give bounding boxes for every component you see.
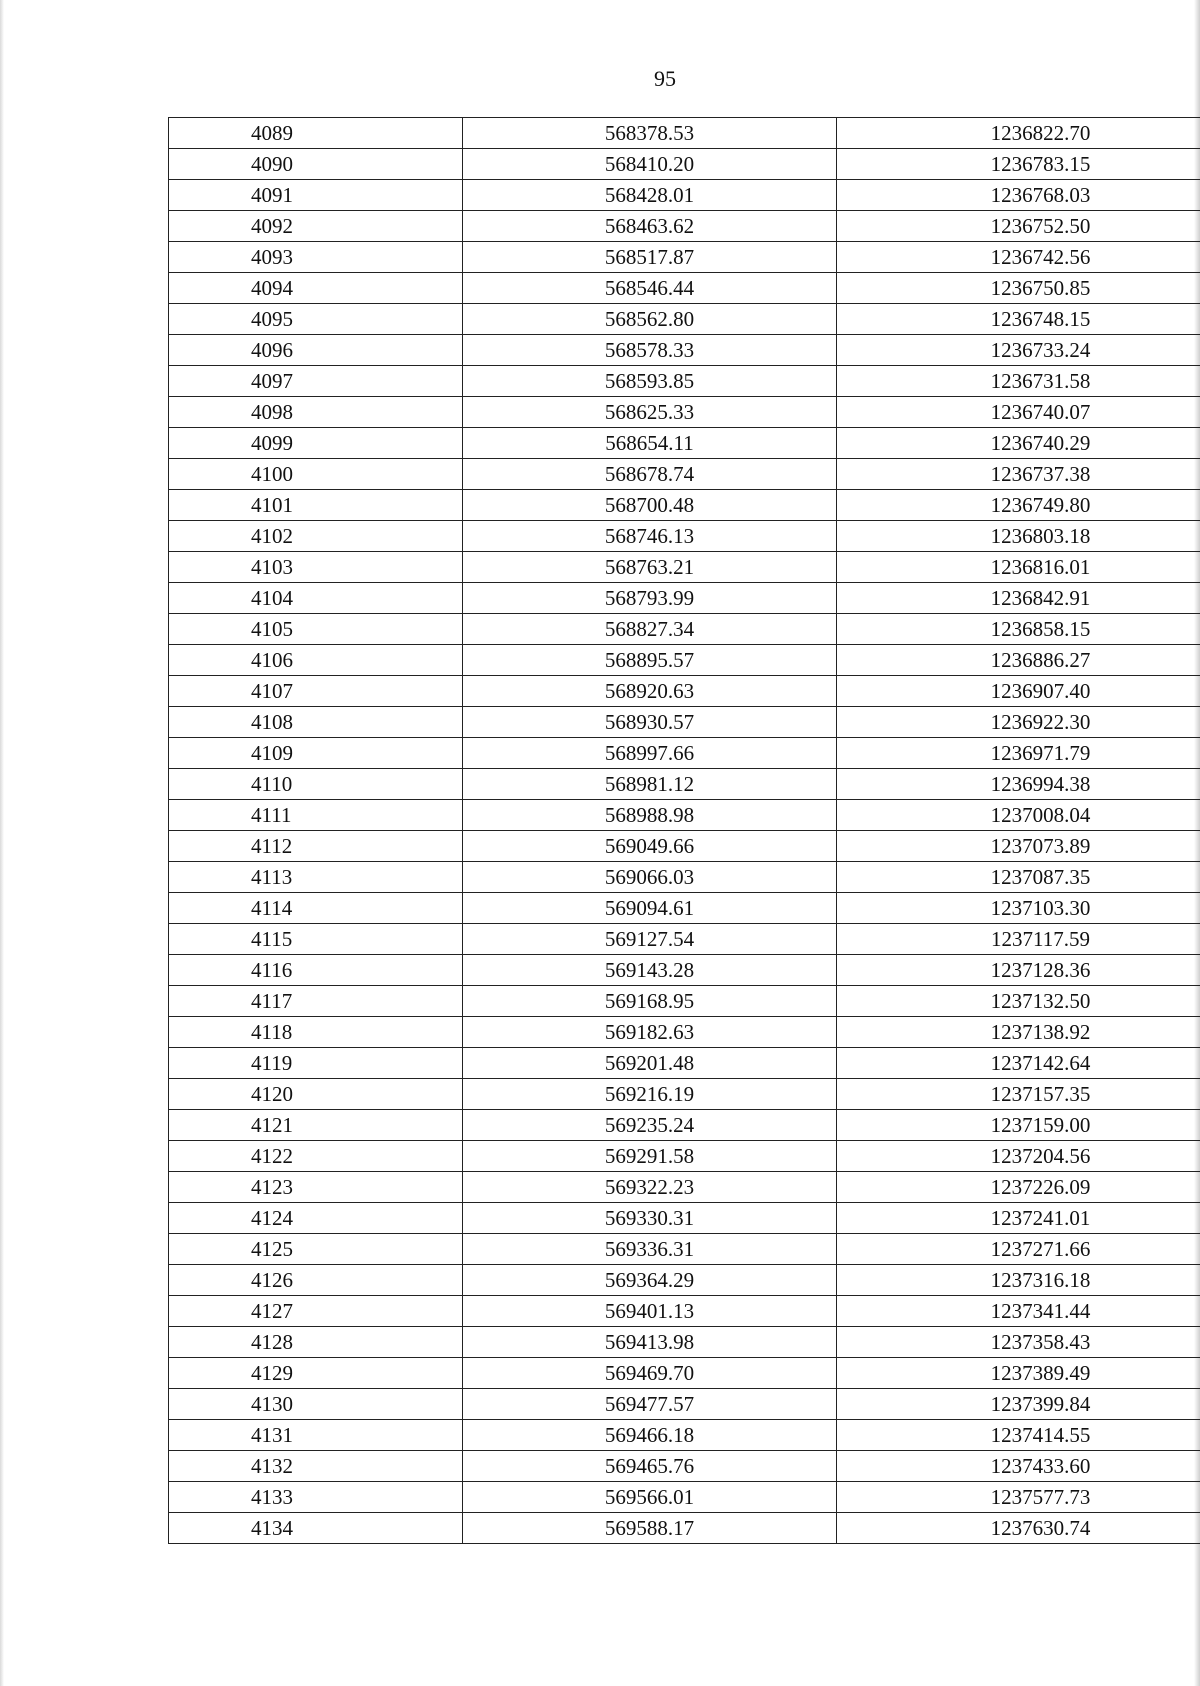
y-coordinate-cell: 1236816.01 (837, 552, 1200, 583)
y-coordinate-cell: 1237316.18 (837, 1265, 1200, 1296)
y-coordinate-cell: 1236750.85 (837, 273, 1200, 304)
y-coordinate-cell: 1237389.49 (837, 1358, 1200, 1389)
x-coordinate-cell: 568997.66 (463, 738, 837, 769)
y-coordinate-cell: 1236994.38 (837, 769, 1200, 800)
point-number-cell: 4097 (169, 366, 463, 397)
x-coordinate-cell: 568930.57 (463, 707, 837, 738)
x-coordinate-cell: 568746.13 (463, 521, 837, 552)
table-row (169, 149, 1200, 180)
table-row (169, 397, 1200, 428)
x-coordinate-cell: 569235.24 (463, 1110, 837, 1141)
y-coordinate-cell: 1236886.27 (837, 645, 1200, 676)
y-coordinate-cell: 1237087.35 (837, 862, 1200, 893)
point-number-cell: 4092 (169, 211, 463, 242)
table-row (169, 1513, 1200, 1544)
y-coordinate-cell: 1237414.55 (837, 1420, 1200, 1451)
x-coordinate-cell: 569143.28 (463, 955, 837, 986)
x-coordinate-cell: 568895.57 (463, 645, 837, 676)
x-coordinate-cell: 568378.53 (463, 118, 837, 149)
point-number-cell: 4098 (169, 397, 463, 428)
table-row (169, 1048, 1200, 1079)
coordinate-table-body (169, 118, 1200, 1544)
y-coordinate-cell: 1237433.60 (837, 1451, 1200, 1482)
x-coordinate-cell: 569401.13 (463, 1296, 837, 1327)
point-number-cell: 4132 (169, 1451, 463, 1482)
table-row (169, 242, 1200, 273)
y-coordinate-cell: 1237271.66 (837, 1234, 1200, 1265)
point-number-cell: 4102 (169, 521, 463, 552)
table-row (169, 800, 1200, 831)
x-coordinate-cell: 569049.66 (463, 831, 837, 862)
x-coordinate-cell: 568428.01 (463, 180, 837, 211)
point-number-cell: 4129 (169, 1358, 463, 1389)
y-coordinate-cell: 1237157.35 (837, 1079, 1200, 1110)
y-coordinate-cell: 1236740.29 (837, 428, 1200, 459)
table-row (169, 645, 1200, 676)
y-coordinate-cell: 1236748.15 (837, 304, 1200, 335)
x-coordinate-cell: 568827.34 (463, 614, 837, 645)
table-row (169, 366, 1200, 397)
table-row (169, 552, 1200, 583)
point-number-cell: 4105 (169, 614, 463, 645)
table-row (169, 1358, 1200, 1389)
x-coordinate-cell: 569127.54 (463, 924, 837, 955)
x-coordinate-cell: 569182.63 (463, 1017, 837, 1048)
y-coordinate-cell: 1237073.89 (837, 831, 1200, 862)
y-coordinate-cell: 1237241.01 (837, 1203, 1200, 1234)
point-number-cell: 4094 (169, 273, 463, 304)
x-coordinate-cell: 568463.62 (463, 211, 837, 242)
point-number-cell: 4134 (169, 1513, 463, 1544)
y-coordinate-cell: 1236971.79 (837, 738, 1200, 769)
y-coordinate-cell: 1236907.40 (837, 676, 1200, 707)
table-row (169, 707, 1200, 738)
x-coordinate-cell: 569413.98 (463, 1327, 837, 1358)
y-coordinate-cell: 1236803.18 (837, 521, 1200, 552)
x-coordinate-cell: 568988.98 (463, 800, 837, 831)
y-coordinate-cell: 1236858.15 (837, 614, 1200, 645)
point-number-cell: 4111 (169, 800, 463, 831)
x-coordinate-cell: 568700.48 (463, 490, 837, 521)
point-number-cell: 4126 (169, 1265, 463, 1296)
x-coordinate-cell: 569364.29 (463, 1265, 837, 1296)
point-number-cell: 4116 (169, 955, 463, 986)
table-row (169, 211, 1200, 242)
x-coordinate-cell: 569322.23 (463, 1172, 837, 1203)
table-row (169, 304, 1200, 335)
y-coordinate-cell: 1237577.73 (837, 1482, 1200, 1513)
scan-edge-left (0, 0, 4, 1686)
point-number-cell: 4107 (169, 676, 463, 707)
x-coordinate-cell: 569168.95 (463, 986, 837, 1017)
x-coordinate-cell: 569066.03 (463, 862, 837, 893)
y-coordinate-cell: 1237399.84 (837, 1389, 1200, 1420)
point-number-cell: 4089 (169, 118, 463, 149)
point-number-cell: 4101 (169, 490, 463, 521)
x-coordinate-cell: 569566.01 (463, 1482, 837, 1513)
point-number-cell: 4130 (169, 1389, 463, 1420)
table-row (169, 1265, 1200, 1296)
y-coordinate-cell: 1236783.15 (837, 149, 1200, 180)
x-coordinate-cell: 569094.61 (463, 893, 837, 924)
table-row (169, 1389, 1200, 1420)
table-row (169, 490, 1200, 521)
table-row (169, 1420, 1200, 1451)
y-coordinate-cell: 1236742.56 (837, 242, 1200, 273)
point-number-cell: 4103 (169, 552, 463, 583)
y-coordinate-cell: 1236737.38 (837, 459, 1200, 490)
point-number-cell: 4108 (169, 707, 463, 738)
point-number-cell: 4133 (169, 1482, 463, 1513)
x-coordinate-cell: 569477.57 (463, 1389, 837, 1420)
table-row (169, 1296, 1200, 1327)
table-row (169, 1203, 1200, 1234)
y-coordinate-cell: 1236740.07 (837, 397, 1200, 428)
page-number: 95 (654, 66, 676, 91)
y-coordinate-cell: 1237128.36 (837, 955, 1200, 986)
table-row (169, 893, 1200, 924)
table-row (169, 769, 1200, 800)
x-coordinate-cell: 568562.80 (463, 304, 837, 335)
y-coordinate-cell: 1237159.00 (837, 1110, 1200, 1141)
x-coordinate-cell: 568920.63 (463, 676, 837, 707)
y-coordinate-cell: 1237138.92 (837, 1017, 1200, 1048)
x-coordinate-cell: 568517.87 (463, 242, 837, 273)
point-number-cell: 4106 (169, 645, 463, 676)
y-coordinate-cell: 1237226.09 (837, 1172, 1200, 1203)
table-row (169, 676, 1200, 707)
point-number-cell: 4120 (169, 1079, 463, 1110)
y-coordinate-cell: 1237630.74 (837, 1513, 1200, 1544)
table-row (169, 1172, 1200, 1203)
point-number-cell: 4127 (169, 1296, 463, 1327)
point-number-cell: 4115 (169, 924, 463, 955)
y-coordinate-cell: 1236922.30 (837, 707, 1200, 738)
table-row (169, 1110, 1200, 1141)
x-coordinate-cell: 569336.31 (463, 1234, 837, 1265)
point-number-cell: 4117 (169, 986, 463, 1017)
point-number-cell: 4114 (169, 893, 463, 924)
point-number-cell: 4121 (169, 1110, 463, 1141)
table-row (169, 180, 1200, 211)
table-row (169, 1327, 1200, 1358)
x-coordinate-cell: 569469.70 (463, 1358, 837, 1389)
x-coordinate-cell: 568546.44 (463, 273, 837, 304)
table-row (169, 521, 1200, 552)
table-row (169, 273, 1200, 304)
point-number-cell: 4128 (169, 1327, 463, 1358)
x-coordinate-cell: 568625.33 (463, 397, 837, 428)
table-row (169, 583, 1200, 614)
x-coordinate-cell: 569466.18 (463, 1420, 837, 1451)
point-number-cell: 4123 (169, 1172, 463, 1203)
point-number-cell: 4124 (169, 1203, 463, 1234)
x-coordinate-cell: 568793.99 (463, 583, 837, 614)
table-row (169, 738, 1200, 769)
x-coordinate-cell: 569330.31 (463, 1203, 837, 1234)
point-number-cell: 4131 (169, 1420, 463, 1451)
y-coordinate-cell: 1237341.44 (837, 1296, 1200, 1327)
table-row (169, 986, 1200, 1017)
y-coordinate-cell: 1237204.56 (837, 1141, 1200, 1172)
table-row (169, 428, 1200, 459)
table-row (169, 862, 1200, 893)
y-coordinate-cell: 1236749.80 (837, 490, 1200, 521)
table-row (169, 1234, 1200, 1265)
table-row (169, 831, 1200, 862)
y-coordinate-cell: 1236842.91 (837, 583, 1200, 614)
point-number-cell: 4113 (169, 862, 463, 893)
y-coordinate-cell: 1237008.04 (837, 800, 1200, 831)
y-coordinate-cell: 1236733.24 (837, 335, 1200, 366)
table-row (169, 1079, 1200, 1110)
point-number-cell: 4110 (169, 769, 463, 800)
y-coordinate-cell: 1236822.70 (837, 118, 1200, 149)
point-number-cell: 4122 (169, 1141, 463, 1172)
x-coordinate-cell: 568763.21 (463, 552, 837, 583)
x-coordinate-cell: 568981.12 (463, 769, 837, 800)
x-coordinate-cell: 569201.48 (463, 1048, 837, 1079)
x-coordinate-cell: 569588.17 (463, 1513, 837, 1544)
table-row (169, 1141, 1200, 1172)
x-coordinate-cell: 568654.11 (463, 428, 837, 459)
point-number-cell: 4091 (169, 180, 463, 211)
point-number-cell: 4119 (169, 1048, 463, 1079)
point-number-cell: 4112 (169, 831, 463, 862)
table-row (169, 335, 1200, 366)
y-coordinate-cell: 1237117.59 (837, 924, 1200, 955)
table-row (169, 924, 1200, 955)
table-row (169, 1482, 1200, 1513)
x-coordinate-cell: 569465.76 (463, 1451, 837, 1482)
point-number-cell: 4109 (169, 738, 463, 769)
point-number-cell: 4090 (169, 149, 463, 180)
table-row (169, 1451, 1200, 1482)
y-coordinate-cell: 1236752.50 (837, 211, 1200, 242)
y-coordinate-cell: 1237358.43 (837, 1327, 1200, 1358)
y-coordinate-cell: 1237103.30 (837, 893, 1200, 924)
y-coordinate-cell: 1237132.50 (837, 986, 1200, 1017)
table-row (169, 955, 1200, 986)
coordinate-table (168, 117, 1200, 1544)
x-coordinate-cell: 568578.33 (463, 335, 837, 366)
x-coordinate-cell: 569291.58 (463, 1141, 837, 1172)
point-number-cell: 4096 (169, 335, 463, 366)
y-coordinate-cell: 1236768.03 (837, 180, 1200, 211)
point-number-cell: 4095 (169, 304, 463, 335)
table-row (169, 459, 1200, 490)
point-number-cell: 4118 (169, 1017, 463, 1048)
x-coordinate-cell: 568678.74 (463, 459, 837, 490)
table-row (169, 614, 1200, 645)
point-number-cell: 4093 (169, 242, 463, 273)
x-coordinate-cell: 568593.85 (463, 366, 837, 397)
x-coordinate-cell: 569216.19 (463, 1079, 837, 1110)
x-coordinate-cell: 568410.20 (463, 149, 837, 180)
point-number-cell: 4104 (169, 583, 463, 614)
y-coordinate-cell: 1236731.58 (837, 366, 1200, 397)
point-number-cell: 4125 (169, 1234, 463, 1265)
y-coordinate-cell: 1237142.64 (837, 1048, 1200, 1079)
table-row (169, 118, 1200, 149)
table-row (169, 1017, 1200, 1048)
point-number-cell: 4100 (169, 459, 463, 490)
point-number-cell: 4099 (169, 428, 463, 459)
